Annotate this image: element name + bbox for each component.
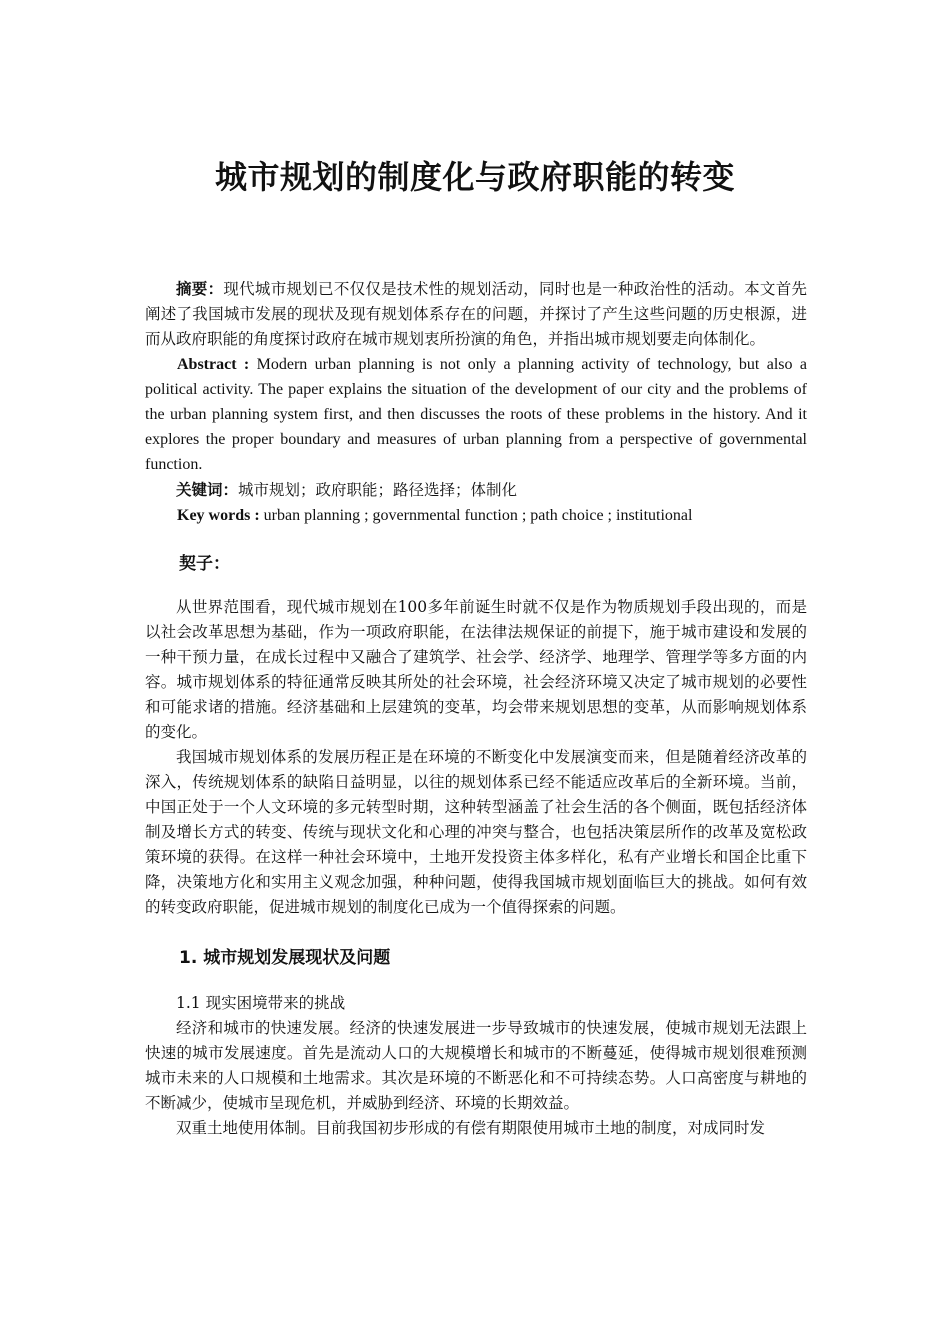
keywords-en-label: Key words :	[177, 507, 260, 524]
abstract-cn-text: 现代城市规划已不仅仅是技术性的规划活动，同时也是一种政治性的活动。本文首先阐述了我国城市发展的现状及现有规划体系存在的问题，并探讨了产生这些问题的历史根源，进而从政府职能的角度探讨政府在城市规划衷所扮演的角色，并指出城市规划要走向体制化。	[145, 280, 807, 348]
keywords-cn	[145, 477, 807, 503]
keywords-cn-text: 城市规划；政府职能；路径选择；体制化	[238, 481, 518, 499]
abstract-cn-label: 摘要：	[176, 279, 224, 298]
abstract-cn	[145, 276, 807, 352]
keywords-en-text: urban planning ; governmental function ; path choice ; institutional	[259, 507, 693, 524]
document-title: 城市规划的制度化与政府职能的转变	[214, 158, 735, 196]
section-qizi-heading: 契子：	[179, 554, 230, 574]
section-1-paragraph-2: 双重土地使用体制。目前我国初步形成的有偿有期限使用城市土地的制度，对成同时发	[176, 1119, 766, 1137]
keywords-cn-label: 关键词：	[176, 480, 239, 499]
keywords-en	[145, 503, 807, 528]
abstract-en-text: Modern urban planning is not only a planning activity of technology, but also a political activity. The paper explains the situation of the development of our city and the problems of the urban planning system first, and then discusses the roots of these problems in the history. And it explores the proper boundary and measures of urban planning from a perspective of governmental function.	[145, 356, 807, 473]
document-body	[145, 276, 807, 1141]
qizi-paragraph-1: 从世界范围看，现代城市规划在100多年前诞生时就不仅是作为物质规划手段出现的，而是以社会改革思想为基础，作为一项政府职能，在法律法规保证的前提下，施于城市建设和发展的一种干预力量，在成长过程中又融合了建筑学、社会学、经济学、地理学、管理学等多方面的内容。城市规划体系的特征通常反映其所处的社会环境，社会经济环境又决定了城市规划的必要性和可能求诸的措施。经济基础和上层建筑的变革，均会带来规划思想的变革，从而影响规划体系的变化。	[145, 598, 807, 741]
section-1-heading: 1. 城市规划发展现状及问题	[179, 948, 391, 968]
abstract-en-label: Abstract :	[177, 356, 250, 373]
qizi-paragraph-2: 我国城市规划体系的发展历程正是在环境的不断变化中发展演变而来，但是随着经济改革的深入，传统规划体系的缺陷日益明显，以往的规划体系已经不能适应改革后的全新环境。当前，中国正处于一个人文环境的多元转型时期，这种转型涵盖了社会生活的各个侧面，既包括经济体制及增长方式的转变、传统与现状文化和心理的冲突与整合，也包括决策层所作的改革及宽松政策环境的获得。在这样一种社会环境中，土地开发投资主体多样化，私有产业增长和国企比重下降，决策地方化和实用主义观念加强，种种问题，使得我国城市规划面临巨大的挑战。如何有效的转变政府职能，促进城市规划的制度化已成为一个值得探索的问题。	[145, 748, 807, 916]
section-1-subheading: 1.1 现实困境带来的挑战	[176, 994, 346, 1012]
section-1-paragraph-1: 经济和城市的快速发展。经济的快速发展进一步导致城市的快速发展，使城市规划无法跟上快速的城市发展速度。首先是流动人口的大规模增长和城市的不断蔓延，使得城市规划很难预测城市未来的人口规模和土地需求。其次是环境的不断恶化和不可持续态势。人口高密度与耕地的不断减少，使城市呈现危机，并威胁到经济、环境的长期效益。	[145, 1019, 807, 1112]
abstract-en	[145, 352, 807, 477]
